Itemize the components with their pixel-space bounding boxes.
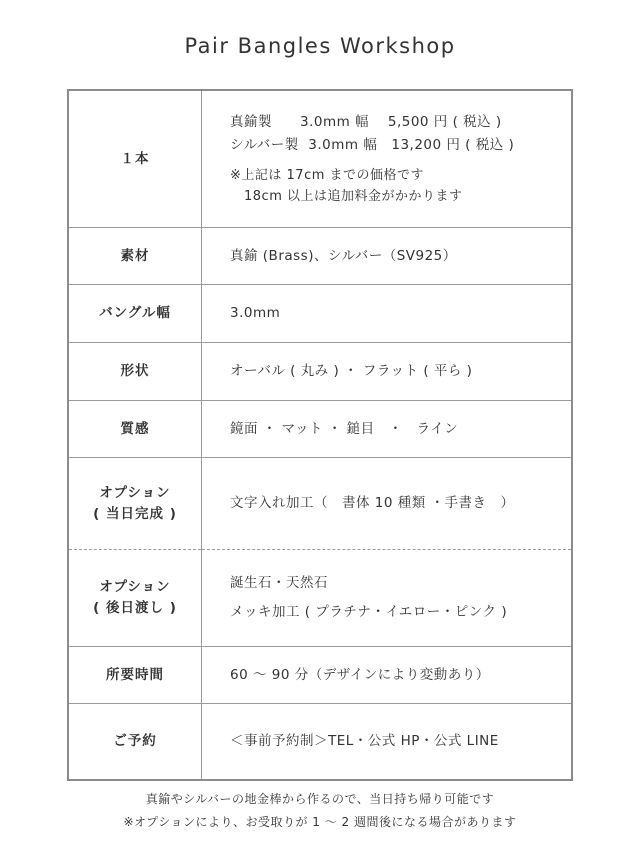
table-row <box>68 343 572 401</box>
footer-line: 真鍮やシルバーの地金棒から作るので、当日持ち帰り可能です <box>145 792 495 806</box>
row-label: 所要時間 <box>68 647 202 704</box>
row-value: オーバル ( 丸み ) ・ フラット ( 平ら ) <box>202 343 573 401</box>
row-label-line: ( 当日完成 ) <box>93 505 177 522</box>
size-note-line: ※上記は 17cm までの価格です <box>230 168 425 183</box>
table-row <box>68 90 572 228</box>
table-row <box>68 285 572 343</box>
row-label: 素材 <box>68 228 202 285</box>
row-label: ご予約 <box>68 704 202 781</box>
row-value: 文字入れ加工（ 書体 10 種類 ・手書き ） <box>202 458 573 550</box>
row-label: 形状 <box>68 343 202 401</box>
row-label: １本 <box>68 90 202 228</box>
table-row <box>68 228 572 285</box>
table-row <box>68 647 572 704</box>
table-row <box>68 401 572 458</box>
row-value <box>202 90 573 228</box>
row-value: ＜事前予約制＞TEL・公式 HP・公式 LINE <box>230 733 499 749</box>
row-label-line: オプション <box>99 484 171 501</box>
size-note <box>230 165 571 207</box>
price-brass: 真鍮製 3.0mm 幅 5,500 円 ( 税込 ) <box>230 114 502 130</box>
row-label-line: オプション <box>99 579 171 595</box>
row-value <box>202 550 573 647</box>
row-value: 真鍮 (Brass)、シルバー（SV925） <box>202 228 573 285</box>
row-label: 質感 <box>68 401 202 458</box>
row-value: 60 〜 90 分（デザインにより変動あり） <box>202 647 573 704</box>
row-value: 鏡面 ・ マット ・ 鎚目 ・ ライン <box>202 401 573 458</box>
row-label-line: ( 後日渡し ) <box>93 600 177 616</box>
table-row <box>68 704 572 781</box>
table-row <box>68 550 572 647</box>
option-line: メッキ加工 ( プラチナ・イエロー・ピンク ) <box>230 604 508 620</box>
footer-notes <box>0 788 640 834</box>
page-title: Pair Bangles Workshop <box>184 34 456 58</box>
option-line: 誕生石・天然石 <box>230 575 328 591</box>
size-note-line: 18cm 以上は追加料金がかかります <box>244 189 463 204</box>
row-label: バングル幅 <box>68 285 202 343</box>
row-label <box>68 458 202 550</box>
price-silver: シルバー製 3.0mm 幅 13,200 円 ( 税込 ) <box>230 137 515 153</box>
footer-line: ※オプションにより、お受取りが 1 〜 2 週間後になる場合があります <box>123 815 517 829</box>
row-value: 3.0mm <box>202 285 573 343</box>
table-row <box>68 458 572 550</box>
spec-table <box>67 89 573 781</box>
row-label <box>68 550 202 647</box>
